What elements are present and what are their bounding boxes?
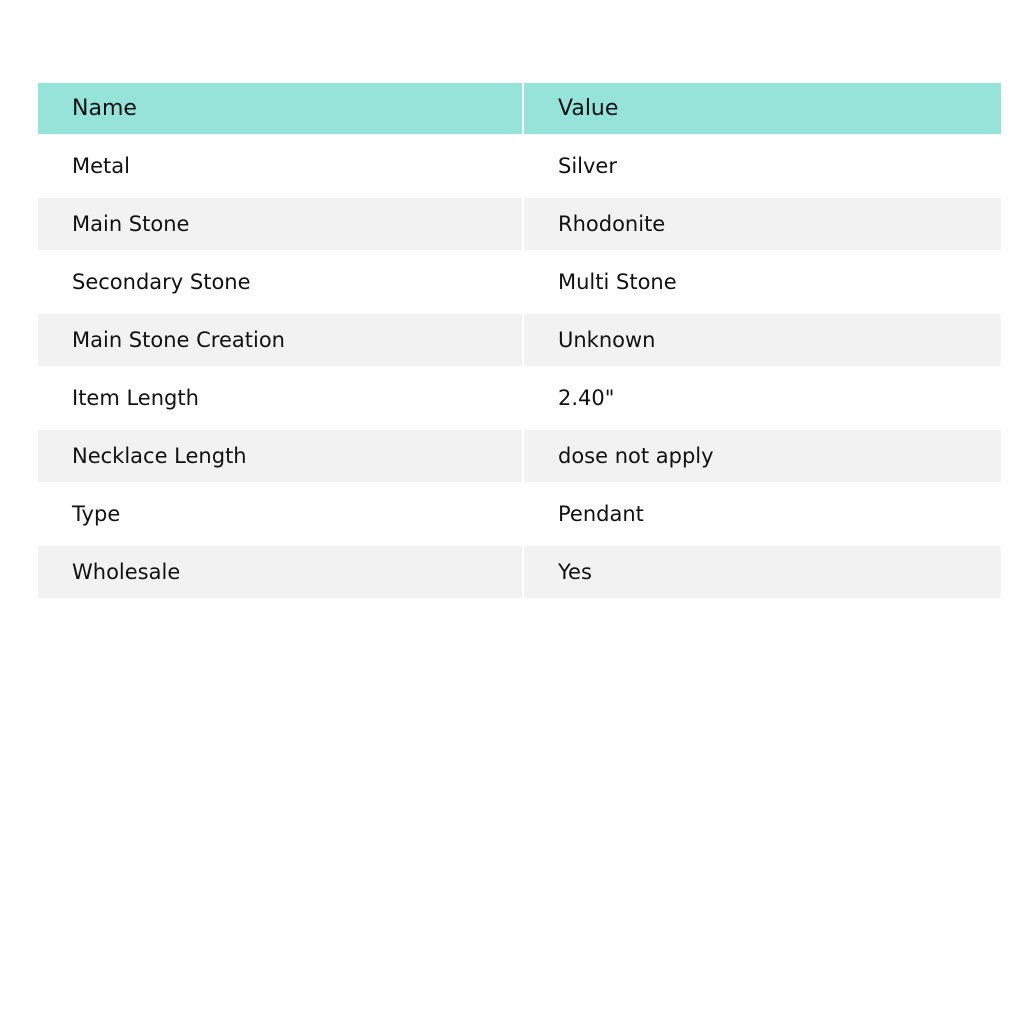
row-value-cell: Unknown [523,314,1001,366]
row-name-cell: Necklace Length [38,430,523,482]
row-name-cell: Main Stone Creation [38,314,523,366]
table-row [38,482,1001,546]
row-name-cell: Secondary Stone [38,250,523,314]
row-value-cell: dose not apply [523,430,1001,482]
header-row [38,83,1001,134]
table-row [38,198,1001,250]
row-name-cell: Wholesale [38,546,523,598]
table-row [38,546,1001,598]
column-header-value: Value [523,83,1001,134]
row-name-cell: Item Length [38,366,523,430]
row-value-cell: 2.40" [523,366,1001,430]
row-name-cell: Type [38,482,523,546]
table-row [38,366,1001,430]
row-value-cell: Silver [523,134,1001,198]
row-value-cell: Rhodonite [523,198,1001,250]
row-value-cell: Pendant [523,482,1001,546]
table-body [38,134,1001,598]
specifications-table [38,83,1001,598]
table-header [38,83,1001,134]
table-row [38,134,1001,198]
column-header-name: Name [38,83,523,134]
row-value-cell: Multi Stone [523,250,1001,314]
table-row [38,250,1001,314]
table-row [38,314,1001,366]
row-name-cell: Main Stone [38,198,523,250]
row-value-cell: Yes [523,546,1001,598]
row-name-cell: Metal [38,134,523,198]
table-row [38,430,1001,482]
